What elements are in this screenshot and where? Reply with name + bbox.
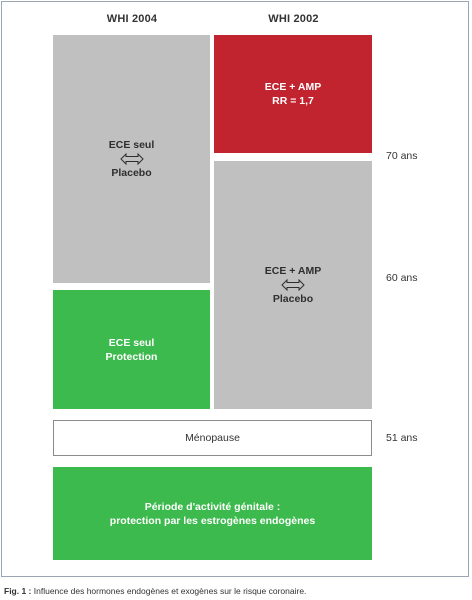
double-arrow-icon (120, 152, 144, 166)
box-genital-activity-period (53, 467, 372, 560)
box-label-line2: protection par les estrogènes endogènes (109, 514, 316, 527)
box-label-line1: ECE seul (108, 336, 155, 349)
box-label-bottom: Placebo (111, 167, 152, 179)
box-label-line1: Période d'activité génitale : (144, 500, 281, 513)
box-label-top: ECE seul (108, 139, 155, 151)
caption-label: Fig. 1 : (4, 586, 32, 596)
figure-frame (1, 1, 469, 577)
age-label-51: 51 ans (386, 432, 418, 444)
age-label-70: 70 ans (386, 150, 418, 162)
box-label-line1: ECE + AMP (264, 81, 322, 93)
caption-text: Influence des hormones endogènes et exogènes sur le risque coronaire. (33, 586, 307, 596)
double-arrow-icon (281, 278, 305, 292)
box-ece-amp-risk (214, 35, 372, 153)
box-ece-amp-vs-placebo (214, 161, 372, 409)
figure-caption (4, 586, 306, 596)
column-header-whi-2002: WHI 2002 (268, 13, 319, 25)
box-label-line2: RR = 1,7 (272, 95, 314, 107)
box-label: Ménopause (185, 432, 240, 444)
box-ece-alone-vs-placebo (53, 35, 210, 283)
age-label-60: 60 ans (386, 272, 418, 284)
box-ece-alone-protection (53, 290, 210, 409)
box-label-top: ECE + AMP (264, 265, 322, 277)
column-header-whi-2004: WHI 2004 (106, 13, 158, 25)
box-label-bottom: Placebo (272, 293, 314, 305)
box-label-line2: Protection (105, 350, 158, 363)
box-menopause (53, 420, 372, 456)
